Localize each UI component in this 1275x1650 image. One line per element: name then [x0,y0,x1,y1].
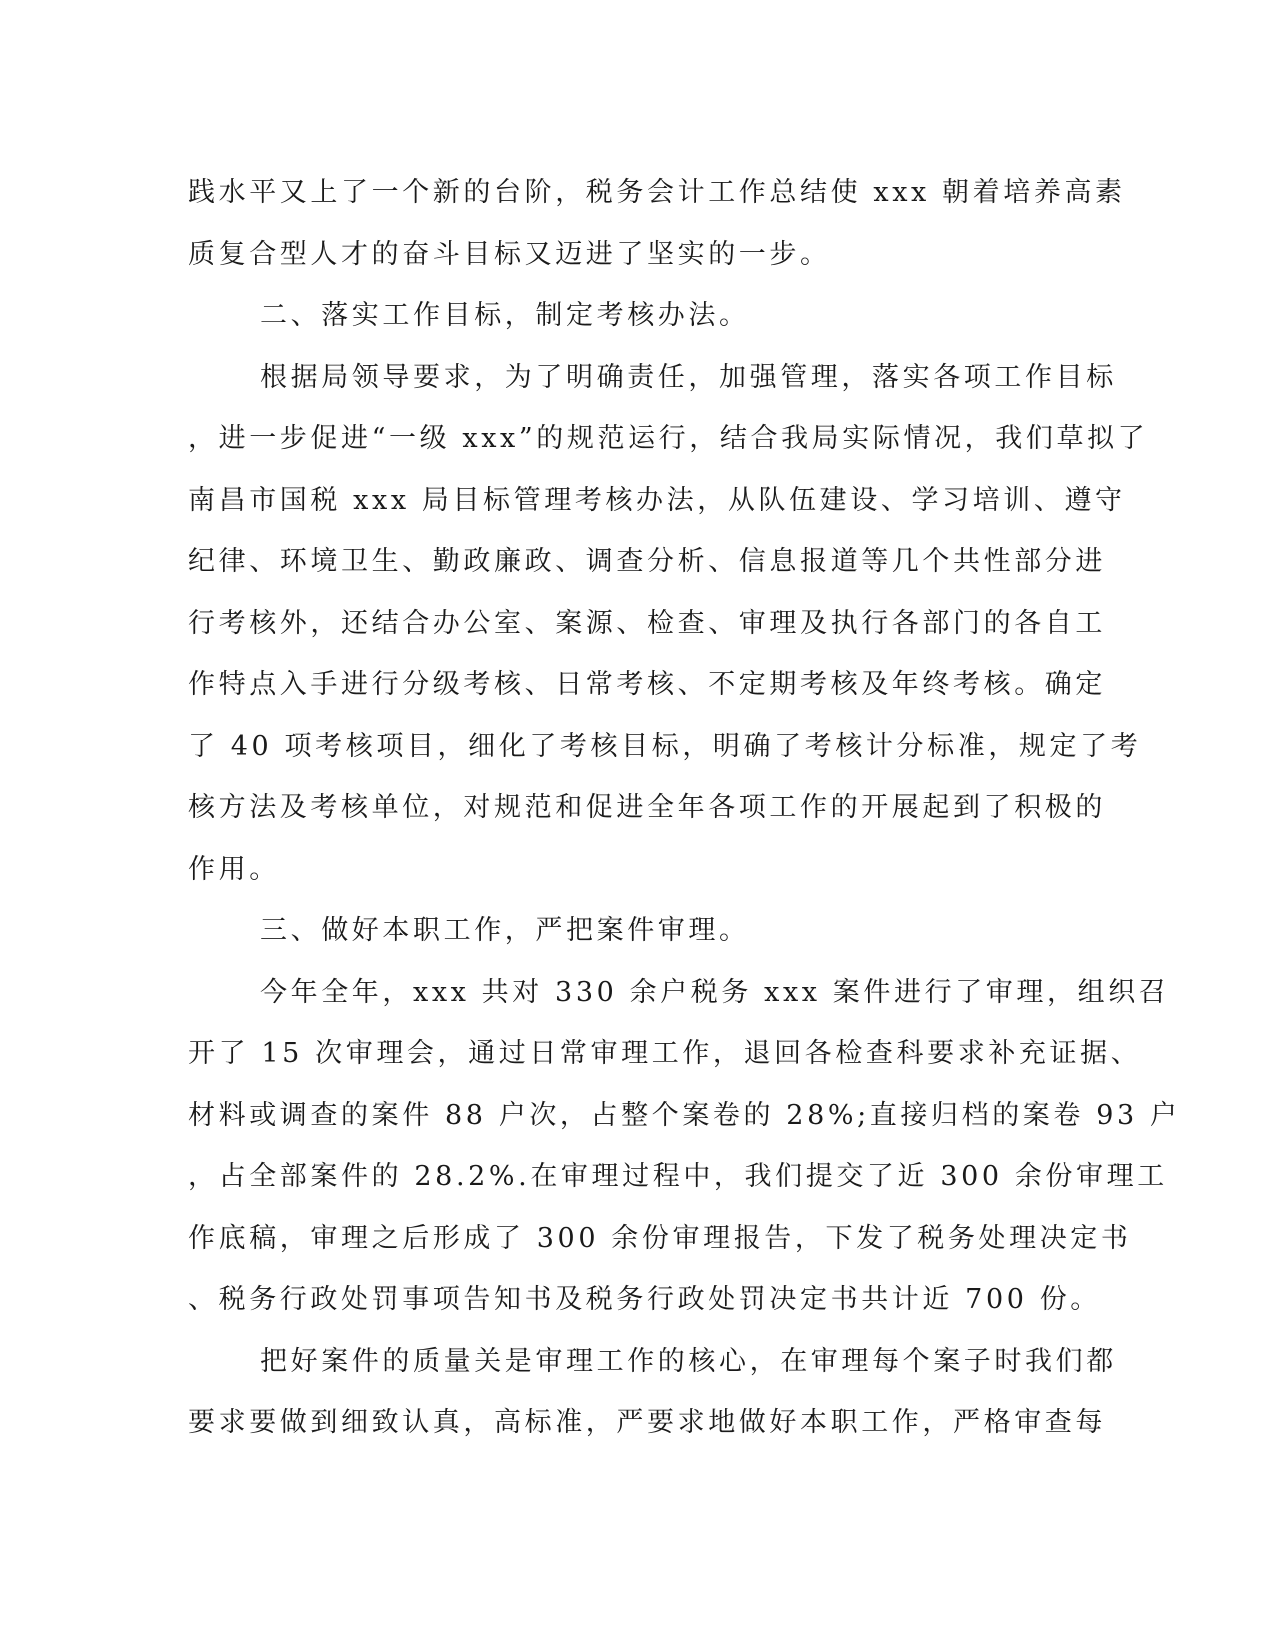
text-line: 开了 15 次审理会，通过日常审理工作，退回各检查科要求补充证据、 [188,1038,1142,1069]
document-body [188,162,1181,1454]
text-line: 要求要做到细致认真，高标准，严要求地做好本职工作，严格审查每 [188,1407,1106,1438]
text-line: 作底稿，审理之后形成了 300 余份审理报告，下发了税务处理决定书 [188,1222,1132,1254]
text-line: 了 40 项考核项目，细化了考核目标，明确了考核计分标准，规定了考 [188,730,1142,762]
paragraph-start-line: 根据局领导要求，为了明确责任，加强管理，落实各项工作目标 [260,361,1117,393]
text-line: 、税务行政处罚事项告知书及税务行政处罚决定书共计近 700 份。 [188,1284,1101,1315]
text-line: 材料或调查的案件 88 户次，占整个案卷的 28%;直接归档的案卷 93 户 [188,1099,1181,1131]
paragraph-start-line: 把好案件的质量关是审理工作的核心，在审理每个案子时我们都 [260,1345,1117,1377]
text-line: ，进一步促进“一级 xxx”的规范运行，结合我局实际情况，我们草拟了 [188,423,1149,454]
text-line: 核方法及考核单位，对规范和促进全年各项工作的开展起到了积极的 [188,792,1106,823]
section-heading: 三、做好本职工作，严把案件审理。 [260,915,750,946]
section-heading: 二、落实工作目标，制定考核办法。 [260,300,750,331]
text-line: 质复合型人才的奋斗目标又迈进了坚实的一步。 [188,238,831,270]
text-line: 纪律、环境卫生、勤政廉政、调查分析、信息报道等几个共性部分进 [188,546,1106,577]
text-line: ，占全部案件的 28.2%.在审理过程中，我们提交了近 300 余份审理工 [188,1161,1168,1192]
text-line: 作特点入手进行分级考核、日常考核、不定期考核及年终考核。确定 [188,669,1106,700]
paragraph-start-line: 今年全年，xxx 共对 330 余户税务 xxx 案件进行了审理，组织召 [260,976,1170,1008]
text-line: 南昌市国税 xxx 局目标管理考核办法，从队伍建设、学习培训、遵守 [188,484,1126,516]
text-line: 践水平又上了一个新的台阶，税务会计工作总结使 xxx 朝着培养高素 [188,177,1126,208]
text-line: 作用。 [188,853,280,885]
text-line: 行考核外，还结合办公室、案源、检查、审理及执行各部门的各自工 [188,607,1106,639]
